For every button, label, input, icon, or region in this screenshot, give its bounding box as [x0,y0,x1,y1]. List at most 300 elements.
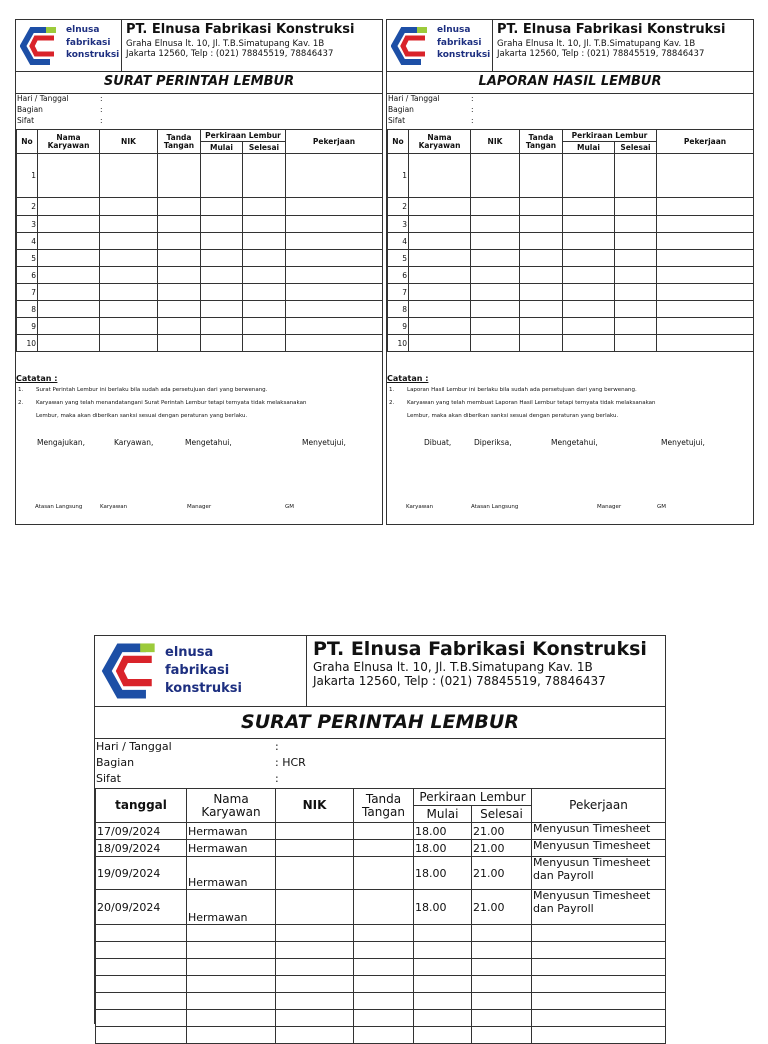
cell-start [414,993,472,1010]
table-cell [243,233,286,250]
col-sign: Tanda Tangan [158,130,201,154]
table-cell [657,198,754,216]
note-item [387,413,753,426]
note-text: Karyawan yang telah membuat Laporan Hasil Lembur tetapi ternyata tidak melaksanakan [407,400,656,406]
signature-label: Mengetahui, [185,438,232,447]
cell-job [532,925,666,942]
table-cell [657,284,754,301]
meta-colon: : [275,772,279,785]
table-row [17,154,383,198]
logo-wordmark [165,646,242,696]
signature-label: GM [657,504,667,510]
col-tanggal: tanggal [96,789,187,823]
table-row [388,216,754,233]
table-cell [520,233,563,250]
cell-job: Menyusun Timesheet [532,840,666,857]
signature-label: Manager [597,504,622,510]
col-no: No [388,130,409,154]
cell-name: Hermawan [187,823,276,840]
table-cell [201,216,243,233]
cell-name [187,976,276,993]
col-name: Nama Karyawan [409,130,471,154]
table-row [96,1027,666,1044]
table-cell [354,925,414,942]
table-cell [243,284,286,301]
table-cell [409,284,471,301]
table-cell [354,942,414,959]
spl-form [15,19,383,525]
form-title: SURAT PERINTAH LEMBUR [95,706,665,739]
logo-wordmark [437,26,490,61]
lhl-form [386,19,754,525]
table-cell [100,318,158,335]
table-cell [38,318,100,335]
table-cell [158,154,201,198]
table-cell [201,250,243,267]
table-cell [286,318,383,335]
table-row [17,216,383,233]
signature-label: GM [285,504,295,510]
cell-start [414,942,472,959]
signature-label: Menyetujui, [661,438,705,447]
table-cell [657,216,754,233]
table-cell [201,233,243,250]
table-cell [38,198,100,216]
table-cell [354,976,414,993]
table-cell [286,284,383,301]
note-number: 2. [389,400,395,406]
col-start: Mulai [563,142,615,154]
meta-colon: : [471,116,474,125]
table-cell [563,154,615,198]
table-cell [409,301,471,318]
cell-end [472,942,532,959]
table-cell [520,154,563,198]
table-cell [201,267,243,284]
logo-mark-icon [20,26,58,66]
cell-end [472,976,532,993]
cell-name [187,942,276,959]
table-cell [38,284,100,301]
cell-tanggal [96,925,187,942]
cell-name [187,993,276,1010]
table-cell [243,301,286,318]
table-cell [615,284,657,301]
company-logo [16,20,122,71]
logo-wordmark [66,26,119,61]
cell-tanggal: 18/09/2024 [96,840,187,857]
address-line-1: Graha Elnusa lt. 10, Jl. T.B.Simatupang Kav. 1B [313,660,593,674]
table-cell [276,993,354,1010]
meta-colon: : [100,94,103,103]
rows-body [388,154,754,352]
table-row [17,318,383,335]
company-name: PT. Elnusa Fabrikasi Konstruksi [313,638,647,660]
table-cell [563,318,615,335]
cell-job [532,942,666,959]
table-row [388,335,754,352]
table-row [96,890,666,925]
address-line-1: Graha Elnusa lt. 10, Jl. T.B.Simatupang Kav. 1B [497,39,696,49]
meta-colon: : [471,105,474,114]
table-row [388,198,754,216]
table-row [96,925,666,942]
note-item [16,400,382,413]
table-cell [409,216,471,233]
row-number: 5 [388,250,409,267]
table-row [17,335,383,352]
col-end: Selesai [615,142,657,154]
company-logo [387,20,493,71]
table-cell [286,335,383,352]
table-cell [158,267,201,284]
table-cell [471,233,520,250]
table-cell [276,857,354,890]
cell-job [532,993,666,1010]
row-number: 3 [17,216,38,233]
filled-rows-body [96,823,666,1044]
table-cell [100,198,158,216]
row-number: 1 [17,154,38,198]
col-estimate: Perkiraan Lembur [201,130,286,142]
table-cell [520,318,563,335]
meta-date-label: Hari / Tanggal [96,740,172,753]
cell-job [532,1027,666,1044]
cell-job: Menyusun Timesheet [532,823,666,840]
meta-nature-label: Sifat [96,772,121,785]
table-cell [286,267,383,284]
table-cell [520,216,563,233]
table-cell [409,233,471,250]
row-number: 9 [17,318,38,335]
notes-title: Catatan : [387,374,429,383]
table-cell [354,1027,414,1044]
table-cell [471,250,520,267]
logo-word-1: elnusa [165,645,214,660]
note-text: Surat Perintah Lembur ini berlaku bila sudah ada persetujuan dari yang berwenang. [36,387,268,393]
cell-tanggal [96,993,187,1010]
table-cell [615,216,657,233]
address-line-2: Jakarta 12560, Telp : (021) 78845519, 78846437 [313,674,606,689]
row-number: 9 [388,318,409,335]
table-row [96,823,666,840]
table-cell [158,216,201,233]
col-start: Mulai [414,806,472,823]
row-number: 3 [388,216,409,233]
table-cell [409,154,471,198]
cell-start [414,959,472,976]
table-cell [471,154,520,198]
table-cell [243,250,286,267]
notes-title: Catatan : [16,374,58,383]
table-cell [520,284,563,301]
table-cell [243,216,286,233]
note-item [16,413,382,426]
note-text: Lembur, maka akan diberikan sanksi sesuai dengan peraturan yang berlaku. [407,413,619,419]
table-row [96,993,666,1010]
cell-name: Hermawan [187,890,276,925]
table-cell [354,840,414,857]
table-cell [409,267,471,284]
form-title: SURAT PERINTAH LEMBUR [16,71,382,94]
table-cell [276,890,354,925]
table-cell [201,318,243,335]
col-sign: Tanda Tangan [354,789,414,823]
table-cell [158,250,201,267]
col-job: Pekerjaan [286,130,383,154]
table-cell [100,216,158,233]
signature-label: Karyawan, [114,438,154,447]
table-cell [100,301,158,318]
cell-job: Menyusun Timesheet dan Payroll [532,857,666,890]
cell-end [472,993,532,1010]
table-cell [657,154,754,198]
table-row [96,959,666,976]
address-line-2: Jakarta 12560, Telp : (021) 78845519, 78846437 [126,49,334,60]
company-address [497,39,704,59]
company-name: PT. Elnusa Fabrikasi Konstruksi [497,22,726,37]
signature-label: Karyawan [406,504,434,510]
cell-end: 21.00 [472,823,532,840]
meta-dept-label: Bagian [388,105,414,114]
logo-word-3: konstruksi [437,50,491,61]
company-address [126,39,333,59]
meta-colon: : [100,105,103,114]
table-cell [276,942,354,959]
note-text: Laporan Hasil Lembur ini berlaku bila sudah ada persetujuan dari yang berwenang. [407,387,637,393]
table-cell [615,198,657,216]
notes-list [387,387,753,426]
table-cell [201,301,243,318]
table-cell [409,198,471,216]
table-cell [657,335,754,352]
meta-date-label: Hari / Tanggal [388,94,440,103]
table-cell [276,840,354,857]
cell-start: 18.00 [414,823,472,840]
company-address [313,660,606,689]
rows-body [17,154,383,352]
table-cell [657,267,754,284]
col-job: Pekerjaan [657,130,754,154]
signature-label: Mengajukan, [37,438,85,447]
table-row [388,318,754,335]
logo-word-3: konstruksi [66,50,120,61]
cell-start [414,925,472,942]
meta-nature-label: Sifat [17,116,35,125]
cell-start [414,976,472,993]
table-cell [520,250,563,267]
col-end: Selesai [243,142,286,154]
table-cell [38,233,100,250]
table-row [17,198,383,216]
overtime-table [16,129,383,352]
table-cell [615,335,657,352]
address-line-2: Jakarta 12560, Telp : (021) 78845519, 78846437 [497,49,705,60]
table-cell [471,198,520,216]
cell-name: Hermawan [187,857,276,890]
col-name: Nama Karyawan [187,789,276,823]
row-number: 7 [17,284,38,301]
table-cell [201,198,243,216]
table-cell [563,301,615,318]
note-text: Karyawan yang telah menandatangani Surat Perintah Lembur tetapi ternyata tidak melaksanakan [36,400,307,406]
cell-end [472,925,532,942]
company-name: PT. Elnusa Fabrikasi Konstruksi [126,22,355,37]
table-cell [354,857,414,890]
cell-job: Menyusun Timesheet dan Payroll [532,890,666,925]
table-cell [38,154,100,198]
note-item [387,387,753,400]
table-cell [657,233,754,250]
signature-label: Dibuat, [424,438,452,447]
logo-word-2: fabrikasi [437,37,482,48]
meta-dept-label: Bagian [17,105,43,114]
note-number: 2. [18,400,24,406]
table-row [388,233,754,250]
table-cell [100,154,158,198]
signature-label: Karyawan [100,504,128,510]
row-number: 7 [388,284,409,301]
table-cell [563,233,615,250]
table-cell [471,318,520,335]
table-cell [615,267,657,284]
table-cell [286,198,383,216]
logo-word-2: fabrikasi [165,663,230,679]
table-cell [158,284,201,301]
note-number: 1. [389,387,395,393]
filled-overtime-table [95,788,666,1044]
table-row [17,250,383,267]
cell-start [414,1027,472,1044]
table-cell [471,301,520,318]
cell-tanggal [96,1027,187,1044]
cell-tanggal [96,959,187,976]
table-cell [243,267,286,284]
table-cell [520,267,563,284]
table-cell [276,976,354,993]
table-cell [38,216,100,233]
cell-end: 21.00 [472,890,532,925]
table-cell [100,267,158,284]
notes-section [16,374,382,426]
row-number: 10 [17,335,38,352]
cell-tanggal: 17/09/2024 [96,823,187,840]
cell-end [472,959,532,976]
table-cell [38,250,100,267]
col-nik: NIK [471,130,520,154]
note-number: 1. [18,387,24,393]
form-header [387,20,753,72]
cell-job [532,976,666,993]
table-cell [657,318,754,335]
table-cell [563,335,615,352]
notes-section [387,374,753,426]
table-cell [276,1027,354,1044]
form-meta [95,740,665,788]
table-cell [471,335,520,352]
col-nik: NIK [276,789,354,823]
table-cell [615,301,657,318]
table-cell [286,301,383,318]
meta-date-label: Hari / Tanggal [17,94,69,103]
table-cell [243,318,286,335]
table-cell [286,154,383,198]
logo-mark-icon [391,26,429,66]
address-line-1: Graha Elnusa lt. 10, Jl. T.B.Simatupang Kav. 1B [126,39,325,49]
table-cell [520,198,563,216]
cell-name [187,925,276,942]
col-job: Pekerjaan [532,789,666,823]
form-meta [387,94,753,127]
table-cell [563,216,615,233]
meta-colon: : [275,740,279,753]
row-number: 6 [17,267,38,284]
row-number: 5 [17,250,38,267]
signature-label: Atasan Langsung [35,504,83,510]
col-estimate: Perkiraan Lembur [563,130,657,142]
cell-name [187,959,276,976]
meta-colon: : [100,116,103,125]
table-cell [563,250,615,267]
col-no: No [17,130,38,154]
table-row [17,284,383,301]
table-row [388,250,754,267]
table-cell [409,318,471,335]
cell-start: 18.00 [414,890,472,925]
signature-label: Mengetahui, [551,438,598,447]
table-row [388,301,754,318]
table-cell [201,154,243,198]
cell-start: 18.00 [414,840,472,857]
logo-word-3: konstruksi [165,681,242,697]
table-row [96,840,666,857]
table-cell [657,301,754,318]
table-cell [100,233,158,250]
table-cell [243,154,286,198]
row-number: 1 [388,154,409,198]
logo-word-1: elnusa [437,25,471,35]
table-cell [563,198,615,216]
table-row [17,301,383,318]
cell-tanggal: 19/09/2024 [96,857,187,890]
table-cell [286,250,383,267]
signature-label: Atasan Langsung [471,504,519,510]
table-cell [158,301,201,318]
table-cell [615,154,657,198]
meta-colon: : [471,94,474,103]
table-row [96,976,666,993]
notes-list [16,387,382,426]
table-cell [354,890,414,925]
table-cell [158,318,201,335]
form-header [95,636,665,707]
cell-tanggal: 20/09/2024 [96,890,187,925]
table-cell [354,823,414,840]
col-name: Nama Karyawan [38,130,100,154]
row-number: 4 [388,233,409,250]
signature-label: Menyetujui, [302,438,346,447]
table-row [96,857,666,890]
table-cell [520,301,563,318]
table-cell [657,250,754,267]
table-cell [38,301,100,318]
form-title: LAPORAN HASIL LEMBUR [387,71,753,94]
row-number: 6 [388,267,409,284]
overtime-table [387,129,754,352]
table-cell [286,216,383,233]
cell-job [532,959,666,976]
table-cell [276,823,354,840]
